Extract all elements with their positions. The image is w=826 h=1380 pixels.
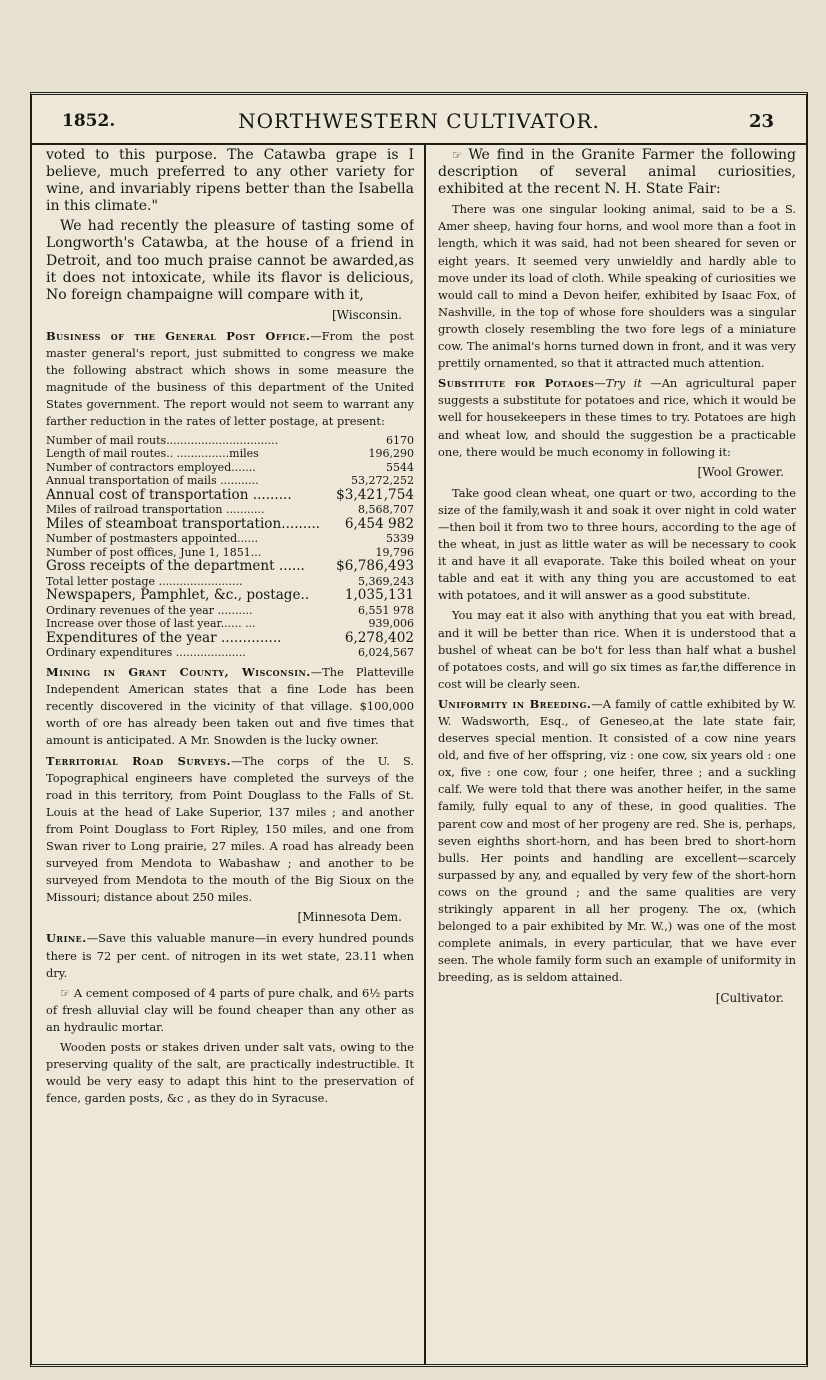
stats-value: 6170 [386,433,414,447]
breeding-article [438,696,796,987]
granite-text: We find in the Granite Farmer the following description of several animal curiosities, exhibited at the recent N. H. State Fair: [438,147,796,198]
stats-label: Annual transportation of mails ........... [46,474,259,488]
stats-label: Gross receipts of the department ...... [46,558,305,575]
catawba-paragraph: We had recently the pleasure of tasting some of Longworth's Catawba, at the house of a friend in Detroit, and too much praise cannot be awarded,as it does not intoxicate, while its flavor is delicious, No foreign champaigne will compare with it, [46,218,414,303]
stats-label: Ordinary expenditures .................... [46,646,246,660]
stats-row [46,604,414,618]
postoffice-article [46,328,414,431]
roads-article [46,753,414,907]
right-column [438,147,796,1360]
stats-row [46,631,414,646]
potatoes-heading: Substitute for Potaoes [438,376,595,391]
cement-article [46,985,414,1036]
stats-value: 5339 [386,532,414,546]
posts-article: Wooden posts or stakes driven under salt vats, owing to the preserving quality of the salt, are practically indestructible. It would be very easy to adapt this hint to the preservation of fence, garden posts, &c , as they do in Syracuse. [46,1040,414,1106]
roads-text: —The corps of the U. S. Topographical engineers have completed the surveys of the road in this territory, from Point Douglass to the Falls of St. Louis at the head of Lake Superior, 137 miles ; and another from Point Douglass to Fort Ripley, 150 miles, and one from Swan river to Long prairie, 27 miles. A road has already been surveyed from Mendota to Wabashaw ; and another to be surveyed from Mendota to the mouth of the Big Sioux on the Missouri; distance about 250 miles. [46,753,414,905]
stats-row [46,461,414,475]
stats-label: Total letter postage ........................ [46,574,243,588]
stats-row [46,588,414,603]
stats-label: Number of contractors employed....... [46,460,256,474]
stats-label: Newspapers, Pamphlet, &c., postage.. [46,587,310,604]
stats-value: 8,568,707 [358,503,414,517]
stats-value: 19,796 [375,545,414,559]
header-title: NORTHWESTERN CULTIVATOR. [238,109,600,133]
left-column [46,147,414,1360]
mining-text: —The Platteville Independent American states that a fine Lode has been recently discovered in the vicinity of that village. $100,000 worth of ore has already been taken out and five times that amount is anticipated. A Mr. Snowden is the lucky owner. [46,665,414,748]
urine-heading: Urine. [46,931,87,946]
pointing-hand-icon: ☞ [452,148,463,162]
stats-row [46,559,414,574]
stats-label: Annual cost of transportation ......... [46,486,292,503]
stats-label: Number of postmasters appointed...... [46,532,259,546]
potatoes-article [438,375,796,460]
stats-value: 1,035,131 [344,587,414,604]
stats-value: $6,786,493 [336,558,414,575]
stats-value: 6,024,567 [358,646,414,660]
roads-signature: [Minnesota Dem. [297,910,402,925]
sheep-paragraph: There was one singular looking animal, said to be a S. Amer sheep, having four horns, and wool more than a foot in length, which it was said, had not been sheared for seven or eight years. It seemed very unwieldly and hardly able to move under its load of cloth. While speaking of curiosities we would call to mind a Devon heifer, exhibited by Isaac Fox, of Nashville, in the top of whose fore shoulders was a singular growth closely resembling the two fore legs of a miniature cow. The animal's horns turned down in front, and it was very prettily ornamented, so that it attracted much attention. [438,202,796,371]
stats-label: Number of mail routs................................ [46,433,279,447]
catawba-signature: [Wisconsin. [331,307,402,322]
potatoes-try-it: —Try it — [594,376,662,391]
urine-article [46,930,414,981]
cement-text: A cement composed of 4 parts of pure chalk, and 6½ parts of fresh alluvial clay will be found cheaper than any other as an hydraulic mortar. [46,985,414,1034]
roads-heading: Territorial Road Surveys. [46,753,231,768]
mining-article [46,664,414,749]
stats-row [46,447,414,461]
potatoes-text: An agricultural paper suggests a substitute for potatoes and rice, which it would be well for housekeepers in these times to try. Potatoes are high and wheat low, and should the suggestion be a practicable one, there would be much economy in following it: [438,376,796,459]
stats-row [46,517,414,532]
stats-row [46,617,414,631]
stats-value: 5,369,243 [358,574,414,588]
newspaper-page [30,92,808,1367]
stats-value: 939,006 [368,617,414,631]
stats-row [46,646,414,660]
stats-value: 196,290 [368,447,414,461]
stats-row [46,488,414,503]
stats-row [46,575,414,589]
bread-paragraph: You may eat it also with anything that you eat with bread, and it will be better than rice. When it is understood that a bushel of wheat can be bo't for less than half what a bushel of potatoes costs, and will go six times as far,the difference in cost will be clearly seen. [438,608,796,691]
potatoes-signature: [Wool Grower. [697,464,784,479]
header-year: 1852. [62,111,116,131]
stats-label: Number of post offices, June 1, 1851... [46,545,262,559]
stats-label: Length of mail routes.. ...............miles [46,447,259,461]
stats-value: 6,278,402 [344,630,414,647]
mining-heading: Mining in Grant County, Wisconsin. [46,665,311,680]
catawba-end: voted to this purpose. The Catawba grape is I believe, much preferred to any other variety for wine, and invariably ripens better than the Isabella in this climate." [46,147,414,215]
stats-row [46,434,414,448]
urine-text: —Save this valuable manure—in every hundred pounds there is 72 per cent. of nitrogen in its wet state, 23.11 when dry. [46,931,414,980]
stats-value: 53,272,252 [351,474,414,488]
stats-row [46,474,414,488]
column-divider [424,143,426,1364]
stats-label: Increase over those of last year...... ... [46,617,256,631]
postoffice-heading: Business of the General Post Office. [46,328,311,343]
postoffice-stats-table [46,434,414,661]
stats-value: 6,454 982 [344,515,414,532]
stats-row [46,546,414,560]
header-page-number: 23 [748,111,774,132]
breeding-text: —A family of cattle exhibited by W. W. Wadsworth, Esq., of Geneseo,at the late state fair, deserves special mention. It consisted of a cow nine years old, and five of her offspring, viz : one cow, six years old : one ox, five : one cow, four ; one heifer, three ; and a suckling calf. We were told that there was another heifer, in the same family, fully equal to any of these, in good qualities. The parent cow and most of her progeny are red. She is, perhaps, seven eighths short-horn, and has been bred to short-horn bulls. Her points and handling are excellent—scarcely surpassed by any, and equalled by very few of the short-horn cows on the ground ; and the same qualities are very strikingly apparent in all her progeny. The ox, (which belonged to a pair exhibited by Mr. W.,) was one of the most complete animals, in every particular, that we have ever seen. The whole family form such an example of uniformity in breeding, as is seldom attained. [438,696,796,985]
postoffice-text: —From the post master general's report, just submitted to congress we make the following abstract which shows in some measure the magnitude of the business of this department of the United States government. The report would not seem to warrant any farther reduction in the rates of letter postage, at present: [46,328,414,429]
stats-label: Miles of railroad transportation ........... [46,503,265,517]
stats-value: 5544 [386,460,414,474]
wheat-paragraph: Take good clean wheat, one quart or two, according to the size of the family,wash it and soak it over night in cold water—then boil it from two to three hours, according to the age of the wheat, in just as little water as will be necessary to cook it and have it all evaporate. Take this boiled wheat on your table and eat it with any thing you are accustomed to eat with potatoes, and it will answer as a good substitute. [438,485,796,603]
stats-label: Expenditures of the year .............. [46,630,282,647]
stats-value: $3,421,754 [336,486,414,503]
breeding-heading: Uniformity in Breeding. [438,696,592,711]
granite-article [438,147,796,198]
breeding-signature: [Cultivator. [715,990,784,1005]
stats-label: Ordinary revenues of the year .......... [46,603,253,617]
stats-row [46,532,414,546]
stats-label: Miles of steamboat transportation......... [46,515,321,532]
page-header [32,95,806,145]
stats-row [46,503,414,517]
stats-value: 6,551 978 [358,603,414,617]
pointing-hand-icon: ☞ [60,985,71,1000]
